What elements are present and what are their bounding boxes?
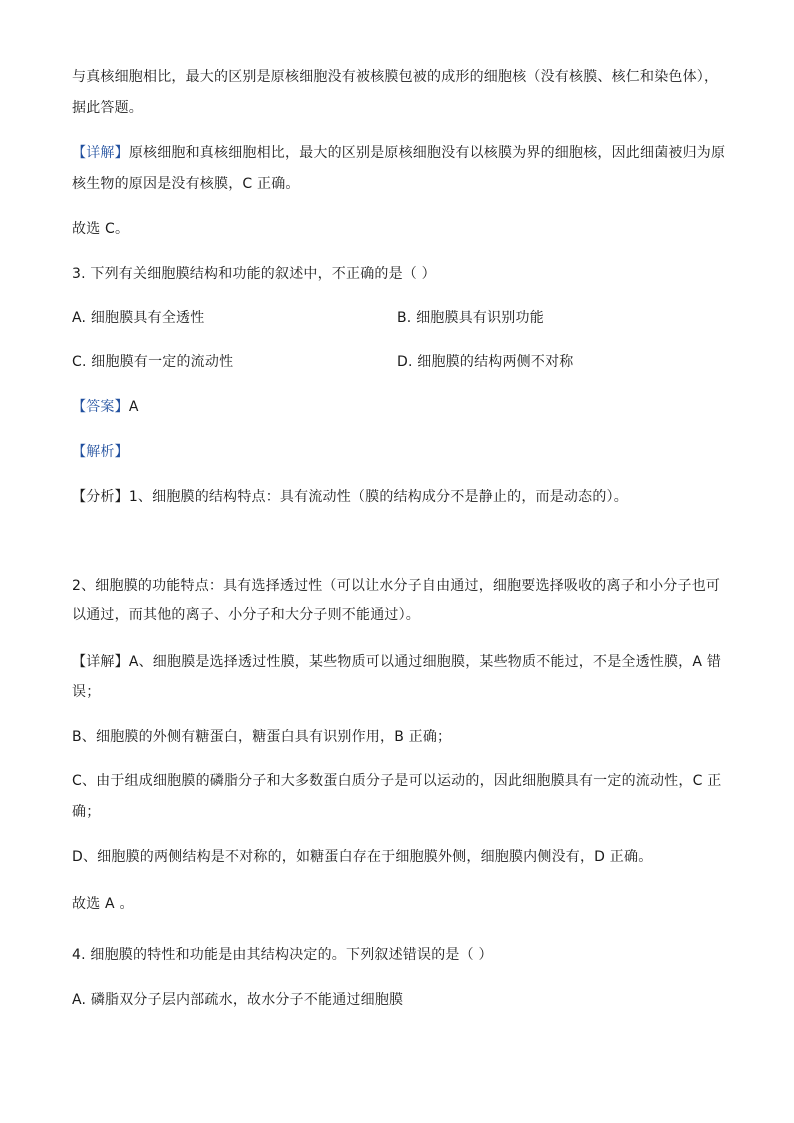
q3-point2-line-2: 以通过，而其他的离子、小分子和大分子则不能通过）。 bbox=[72, 607, 420, 623]
q2-detail-tag: 【详解】 bbox=[72, 145, 129, 161]
q2-analysis-line-1: 与真核细胞相比，最大的区别是原核细胞没有被核膜包被的成形的细胞核（没有核膜、核仁和染色体）， bbox=[72, 69, 719, 85]
q2-detail-line-1 bbox=[72, 144, 725, 162]
q3-fenxi-tag: 【分析】 bbox=[72, 489, 129, 505]
q3-detail-c-line-2: 确； bbox=[72, 804, 101, 820]
q3-detail-a-text: A、细胞膜是选择透过性膜，某些物质可以通过细胞膜，某些物质不能过，不是全透性膜，A 错 bbox=[128, 654, 722, 670]
q2-detail-line-2: 核生物的原因是没有核膜，C 正确。 bbox=[72, 176, 300, 192]
q3-stem: 3. 下列有关细胞膜结构和功能的叙述中，不正确的是（ ） bbox=[72, 266, 436, 282]
q3-detail-tag: 【详解】 bbox=[72, 654, 129, 670]
q3-option-c: C. 细胞膜有一定的流动性 bbox=[72, 354, 234, 370]
q3-detail-c-line-1: C、由于组成细胞膜的磷脂分子和大多数蛋白质分子是可以运动的，因此细胞膜具有一定的流动性，C 正 bbox=[72, 773, 722, 789]
q3-detail-a-line-2: 误； bbox=[72, 684, 101, 700]
q3-point2-line-1: 2、细胞膜的功能特点：具有选择透过性（可以让水分子自由通过，细胞要选择吸收的离子和小分子也可 bbox=[72, 578, 721, 594]
q3-answer bbox=[72, 398, 139, 416]
q3-detail-a-line-1 bbox=[72, 653, 721, 671]
q3-option-a: A. 细胞膜具有全透性 bbox=[72, 310, 205, 326]
q3-fenxi-line bbox=[72, 488, 628, 506]
q3-option-b: B. 细胞膜具有识别功能 bbox=[397, 310, 544, 326]
q4-stem: 4. 细胞膜的特性和功能是由其结构决定的。下列叙述错误的是（ ） bbox=[72, 947, 493, 963]
q3-conclusion: 故选 A 。 bbox=[72, 896, 134, 912]
q4-option-a: A. 磷脂双分子层内部疏水，故水分子不能通过细胞膜 bbox=[72, 992, 404, 1008]
q3-detail-d: D、细胞膜的两侧结构是不对称的，如糖蛋白存在于细胞膜外侧，细胞膜内侧没有，D 正确。 bbox=[72, 849, 653, 865]
q3-fenxi-text: 1、细胞膜的结构特点：具有流动性（膜的结构成分不是静止的，而是动态的）。 bbox=[128, 489, 628, 505]
q3-analysis-tag: 【解析】 bbox=[72, 444, 129, 460]
q3-detail-b: B、细胞膜的外侧有糖蛋白，糖蛋白具有识别作用，B 正确； bbox=[72, 729, 452, 745]
q2-analysis-line-2: 据此答题。 bbox=[72, 100, 143, 116]
q3-option-d: D. 细胞膜的结构两侧不对称 bbox=[397, 354, 574, 370]
q2-detail-text: 原核细胞和真核细胞相比，最大的区别是原核细胞没有以核膜为界的细胞核，因此细菌被归为原 bbox=[128, 145, 726, 161]
q3-answer-tag: 【答案】 bbox=[72, 399, 129, 415]
q2-conclusion: 故选 C。 bbox=[72, 221, 130, 237]
q3-answer-value: A bbox=[128, 399, 139, 415]
